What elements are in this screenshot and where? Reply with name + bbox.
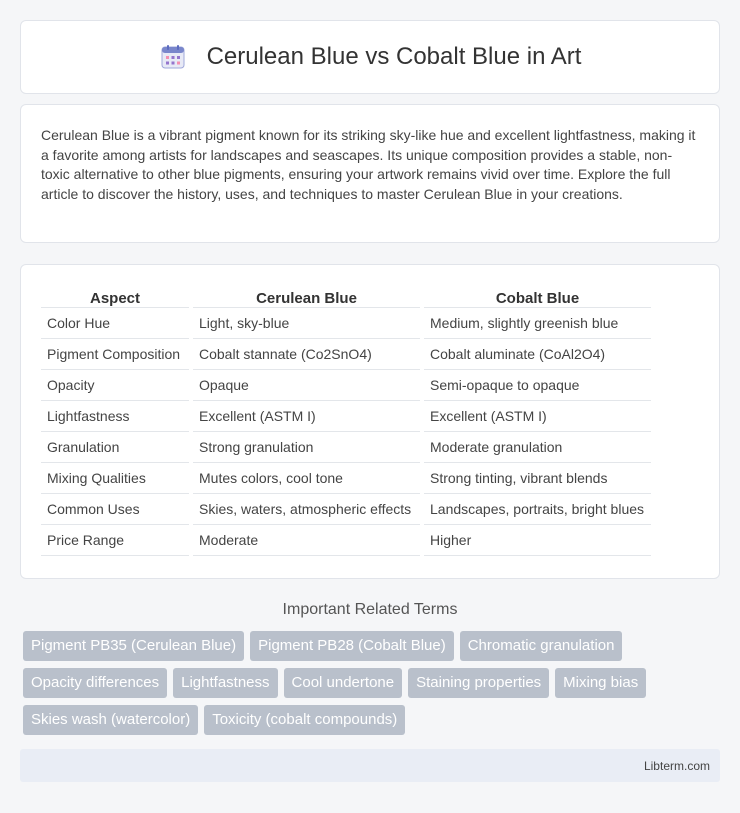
related-term-tag[interactable]: Opacity differences: [23, 668, 167, 698]
table-cell: Excellent (ASTM I): [193, 401, 420, 432]
table-cell: Strong granulation: [193, 432, 420, 463]
table-cell: Light, sky-blue: [193, 308, 420, 339]
table-cell: Mutes colors, cool tone: [193, 463, 420, 494]
header-aspect: Aspect: [41, 286, 189, 308]
table-cell: Granulation: [41, 432, 189, 463]
related-term-tag[interactable]: Pigment PB28 (Cobalt Blue): [250, 631, 454, 661]
table-cell: Opaque: [193, 370, 420, 401]
intro-text: Cerulean Blue is a vibrant pigment known for its striking sky-like hue and excellent lightfastness, making it a favorite among artists for landscapes and seascapes. Its unique composition provides a stable, non-toxic alternative to other blue pigments, ensuring your artwork remains vivid over time. Explore the full article to discover the history, uses, and techniques to master Cerulean Blue in your creations.: [41, 127, 696, 202]
header-cerulean: Cerulean Blue: [193, 286, 420, 308]
table-cell: Pigment Composition: [41, 339, 189, 370]
page-title: Cerulean Blue vs Cobalt Blue in Art: [206, 43, 582, 70]
page-footer: [20, 749, 720, 782]
table-row: [41, 463, 651, 494]
related-term-tag[interactable]: Lightfastness: [173, 668, 277, 698]
related-term-tag[interactable]: Chromatic granulation: [460, 631, 623, 661]
table-cell: Price Range: [41, 525, 189, 556]
intro-section: [20, 104, 720, 243]
table-cell: Excellent (ASTM I): [424, 401, 651, 432]
table-row: [41, 432, 651, 463]
related-term-tag[interactable]: Staining properties: [408, 668, 549, 698]
table-cell: Semi-opaque to opaque: [424, 370, 651, 401]
table-cell: Common Uses: [41, 494, 189, 525]
table-cell: Cobalt aluminate (CoAl2O4): [424, 339, 651, 370]
related-term-tag[interactable]: Mixing bias: [555, 668, 646, 698]
table-cell: Mixing Qualities: [41, 463, 189, 494]
table-row: [41, 370, 651, 401]
table-row: [41, 308, 651, 339]
comparison-table: [37, 286, 655, 556]
table-row: [41, 401, 651, 432]
related-term-tag[interactable]: Cool undertone: [284, 668, 403, 698]
table-header-row: [41, 286, 651, 308]
related-term-tag[interactable]: Skies wash (watercolor): [23, 705, 198, 735]
table-cell: Moderate: [193, 525, 420, 556]
table-cell: Strong tinting, vibrant blends: [424, 463, 651, 494]
related-terms-list: [23, 631, 720, 735]
table-row: [41, 339, 651, 370]
table-cell: Skies, waters, atmospheric effects: [193, 494, 420, 525]
calendar-icon: [159, 43, 187, 71]
table-cell: Lightfastness: [41, 401, 189, 432]
table-cell: Moderate granulation: [424, 432, 651, 463]
table-row: [41, 525, 651, 556]
footer-site-link[interactable]: Libterm.com: [643, 758, 710, 773]
table-cell: Cobalt stannate (Co2SnO4): [193, 339, 420, 370]
header-cobalt: Cobalt Blue: [424, 286, 651, 308]
related-terms-title: Important Related Terms: [282, 601, 458, 618]
table-cell: Landscapes, portraits, bright blues: [424, 494, 651, 525]
table-cell: Higher: [424, 525, 651, 556]
comparison-table-card: [20, 264, 720, 579]
related-term-tag[interactable]: Pigment PB35 (Cerulean Blue): [23, 631, 244, 661]
table-cell: Medium, slightly greenish blue: [424, 308, 651, 339]
table-cell: Color Hue: [41, 308, 189, 339]
related-term-tag[interactable]: Toxicity (cobalt compounds): [204, 705, 405, 735]
page-header: [20, 20, 720, 94]
table-row: [41, 494, 651, 525]
table-cell: Opacity: [41, 370, 189, 401]
